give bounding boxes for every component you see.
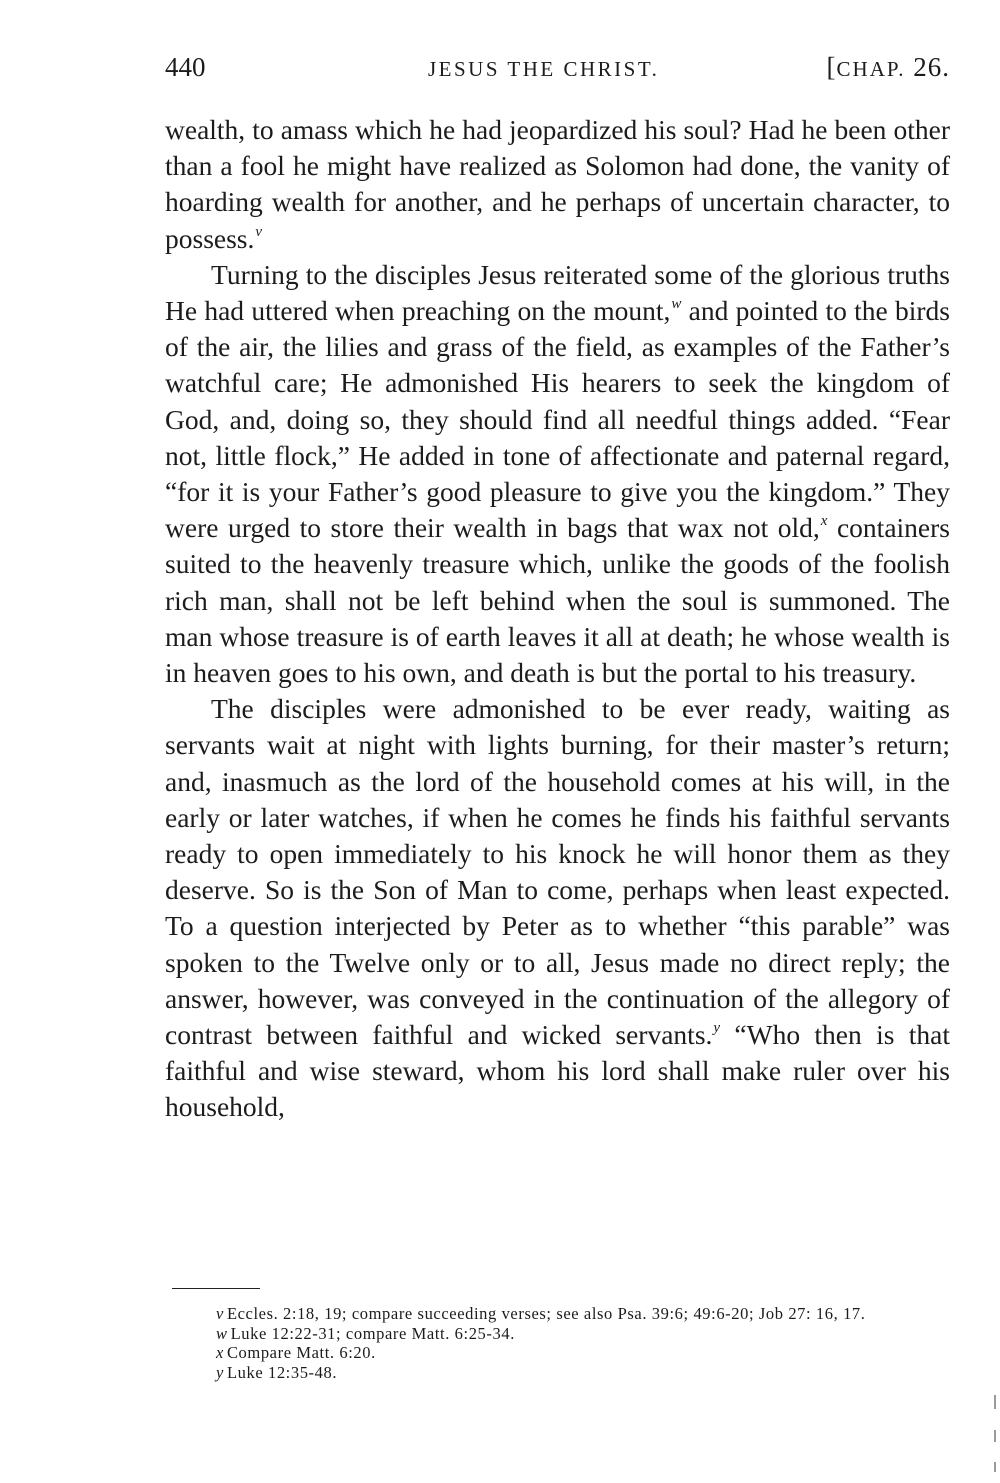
footnote [172,1304,950,1324]
footnote-text: Eccles. 2:18, 19; compare succeeding verses; see also Psa. 39:6; 49:6-20; Job 27: 16, 17. [226,1304,866,1323]
footnote-rule [172,1288,260,1289]
body-text [165,112,950,1126]
footnote-ref: x [820,513,828,530]
text-segment: wealth, to amass which he had jeopardized his soul? Had he been other than a fool he might have realized as Solomon had done, the vanity of hoarding wealth for another, and he perhaps of uncertain character, to possess. [165,114,950,254]
text-segment: The disciples were admonished to be ever ready, waiting as servants wait at night with lights burning, for their master’s return; and, inasmuch as the lord of the household comes at his will, in the early or later watches, if when he comes he finds his faithful servants ready to open immediately to his knock he will honor them as they deserve. So is the Son of Man to come, perhaps when least expected. To a question interjected by Peter as to whether “this parable” was spoken to the Twelve only or to all, Jesus made no direct reply; the answer, however, was conveyed in the continuation of the allegory of contrast between faithful and wicked servants. [165,693,950,1051]
scan-speck [994,1430,996,1442]
footnotes [172,1304,950,1382]
footnote [172,1324,950,1344]
footnote [172,1363,950,1383]
text-segment: Turning to the disciples Jesus reiterated some of the glorious truths He had uttered when preaching on the mount, [165,258,950,327]
paragraph [165,691,950,1125]
text-segment: and pointed to the birds of the air, the lilies and grass of the field, as examples of the Father’s watchful care; He admonished His hearers to seek the kingdom of God, and, doing so, they should find all needful things added. “Fear not, little flock,” He added in tone of affectionate and paternal regard, “for it is your Father’s good pleasure to give you the kingdom.” They were urged to store their wealth in bags that wax not old, [165,295,951,544]
footnote-mark: v [216,1304,224,1323]
paragraph [165,257,950,691]
paragraph [165,112,950,257]
text-segment: containers suited to the heavenly treasure which, unlike the goods of the foolish rich man, shall not be left behind when the soul is summoned. The man whose treasure is of earth leaves it all at death; he whose wealth is in heaven goes to his own, and death is but the portal to his treasury. [165,512,950,689]
footnote-mark: w [216,1323,228,1343]
footnote-ref: w [671,296,682,313]
footnote-mark: x [216,1343,224,1362]
scan-speck [994,1462,996,1472]
footnote-text: Compare Matt. 6:20. [226,1343,376,1362]
footnote [172,1343,950,1363]
running-head [165,52,950,92]
text-segment: “Who then is that faithful and wise steward, whom his lord shall make ruler over his household, [165,1019,951,1123]
footnote-mark: y [216,1362,224,1382]
footnote-ref: y [713,1020,721,1037]
page-number: 440 [165,52,206,82]
footnote-text: Luke 12:35-48. [226,1362,338,1382]
book-title: JESUS THE CHRIST. [428,57,660,81]
chapter-label: [CHAP. 26. [826,52,950,82]
footnote-text: Luke 12:22-31; compare Matt. 6:25-34. [230,1323,515,1343]
scan-speck [994,1395,996,1409]
footnote-ref: v [255,223,263,240]
